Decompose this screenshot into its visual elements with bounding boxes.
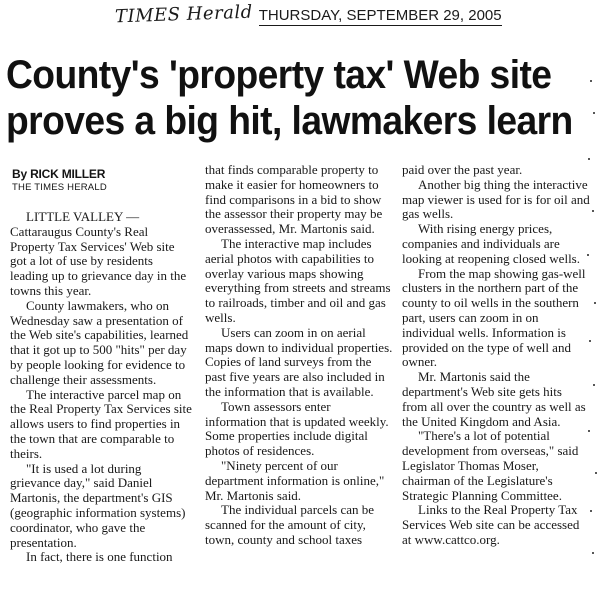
paragraph: The individual parcels can be scanned for the amount of city, town, county and school taxes (205, 502, 375, 547)
paper-name-handwritten: TIMES Herald (114, 1, 254, 28)
paragraph: In fact, there is one function (26, 549, 173, 565)
article-column-3 (402, 163, 590, 548)
paragraph: that finds comparable property to make it easier for homeowners to find comparisons in a bid to show the assessor their property may be overassessed, Mr. Martonis said. (205, 162, 383, 237)
paragraph: paid over the past year. (402, 162, 523, 177)
article-column-2 (205, 163, 393, 548)
paragraph: Town assessors enter information that is updated weekly. Some properties include digital photos of residences. (205, 398, 389, 459)
byline (12, 167, 107, 193)
paragraph: Users can zoom in on aerial maps down to individual properties. Copies of land surveys from the past five years are also included in the information that is available. (205, 324, 393, 399)
paragraph: From the map showing gas-well clusters in the northern part of the county to oil wells in the southern part, users can zoom in on individual wells. Information is provided on the type of well and owner. (402, 265, 586, 370)
headline-line-2: proves a big hit, lawmakers learn (6, 99, 573, 143)
paragraph: With rising energy prices, companies and individuals are looking at reopening closed wells. (402, 221, 580, 266)
paragraph: LITTLE VALLEY — Cattaraugus County's Real Property Tax Services' Web site got a lot of use by residents leading up to grievance day in the towns this year. (10, 209, 187, 298)
paragraph: Links to the Real Property Tax Services Web site can be accessed at www.cattco.org. (402, 502, 580, 547)
paragraph: The interactive map includes aerial photos with capabilities to overlay various maps showing everything from streets and streams to railroads, timber and oil and gas wells. (205, 235, 391, 325)
paragraph: Another big thing the interactive map viewer is used for is for oil and gas wells. (402, 176, 590, 222)
paragraph: The interactive parcel map on the Real Property Tax Services site allows users to find properties in the town that are comparable to theirs. (10, 386, 192, 461)
headline (6, 52, 573, 144)
headline-line-1: County's 'property tax' Web site (6, 53, 552, 97)
byline-author: By RICK MILLER (12, 167, 106, 181)
scan-edge-noise (584, 40, 600, 600)
paragraph: County lawmakers, who on Wednesday saw a presentation of the Web site's capabilities, learned that it got up to 500 "hits" per day by people looking for evidence to challenge their assessments. (10, 297, 189, 387)
paragraph: "It is used a lot during grievance day," said Daniel Martonis, the department's GIS (geographic information systems) coordinator, who gave the presentation. (10, 460, 186, 550)
publication-date: THURSDAY, SEPTEMBER 29, 2005 (258, 7, 502, 24)
masthead (114, 1, 502, 30)
paragraph: "There's a lot of potential development from overseas," said Legislator Thomas Moser, chairman of the Legislature's Strategic Planning Committee. (402, 428, 579, 503)
paragraph: Mr. Martonis said the department's Web site gets hits from all over the country as well as the United Kingdom and Asia. (402, 369, 586, 429)
byline-outlet: THE TIMES HERALD (12, 182, 107, 193)
paragraph: "Ninety percent of our department information is online," Mr. Martonis said. (205, 457, 385, 503)
article-column-1 (10, 210, 192, 565)
